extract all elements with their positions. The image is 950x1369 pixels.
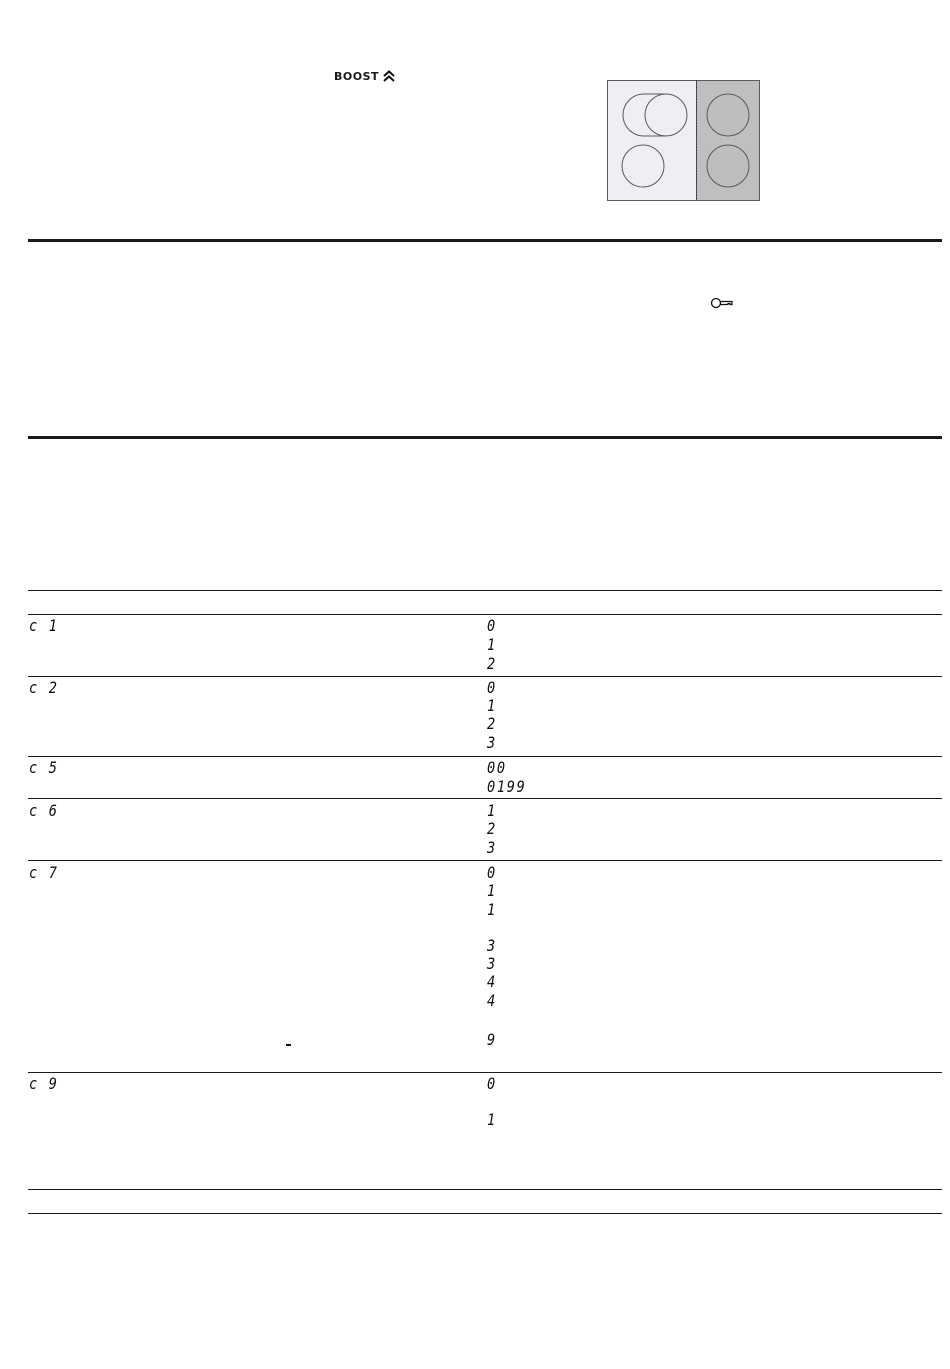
row-divider bbox=[28, 756, 942, 757]
setting-value: 1 bbox=[487, 801, 497, 820]
setting-value: 2 bbox=[487, 819, 497, 838]
table-header-rule bbox=[28, 614, 942, 615]
zone-front-right bbox=[707, 145, 749, 187]
hob-diagram bbox=[607, 80, 760, 201]
setting-value: 0 bbox=[487, 616, 497, 635]
setting-value: 3 bbox=[487, 838, 497, 857]
setting-value: 2 bbox=[487, 654, 497, 673]
setting-code: c 6 bbox=[29, 801, 59, 820]
setting-value: 9 bbox=[487, 1030, 497, 1049]
setting-code: c 9 bbox=[29, 1074, 59, 1093]
setting-value: 0199 bbox=[487, 777, 527, 796]
setting-value: 3 bbox=[487, 936, 497, 955]
hob-left-panel bbox=[608, 81, 697, 201]
setting-value: 3 bbox=[487, 954, 497, 973]
setting-value: 1 bbox=[487, 635, 497, 654]
setting-value: 1 bbox=[487, 696, 497, 715]
section-divider bbox=[28, 436, 942, 439]
setting-value: 0 bbox=[487, 863, 497, 882]
setting-value: 0 bbox=[487, 678, 497, 697]
setting-value: 0 bbox=[487, 1074, 497, 1093]
row-divider bbox=[28, 860, 942, 861]
setting-value: 3 bbox=[487, 733, 497, 752]
setting-code: c 5 bbox=[29, 758, 59, 777]
row-divider bbox=[28, 676, 942, 677]
setting-code: c 7 bbox=[29, 863, 59, 882]
double-chevron-up-icon bbox=[382, 69, 396, 83]
table-end-rule bbox=[28, 1213, 942, 1214]
setting-code: c 2 bbox=[29, 678, 59, 697]
setting-value: 1 bbox=[487, 1110, 497, 1129]
setting-code: c 1 bbox=[29, 616, 59, 635]
boost-label: BOOST bbox=[334, 69, 380, 83]
key-icon bbox=[710, 296, 734, 310]
row-divider bbox=[28, 1072, 942, 1073]
setting-value: 4 bbox=[487, 972, 497, 991]
table-bottom-rule bbox=[28, 1189, 942, 1190]
setting-value: 1 bbox=[487, 881, 497, 900]
table-top-rule bbox=[28, 590, 942, 591]
row-divider bbox=[28, 798, 942, 799]
zone-rear-right bbox=[707, 94, 749, 136]
setting-value: 1 bbox=[487, 900, 497, 919]
dash-mark bbox=[286, 1044, 291, 1046]
section-divider bbox=[28, 239, 942, 242]
setting-value: 2 bbox=[487, 714, 497, 733]
setting-value: 4 bbox=[487, 991, 497, 1010]
boost-indicator bbox=[334, 68, 396, 84]
setting-value: 00 bbox=[487, 758, 507, 777]
